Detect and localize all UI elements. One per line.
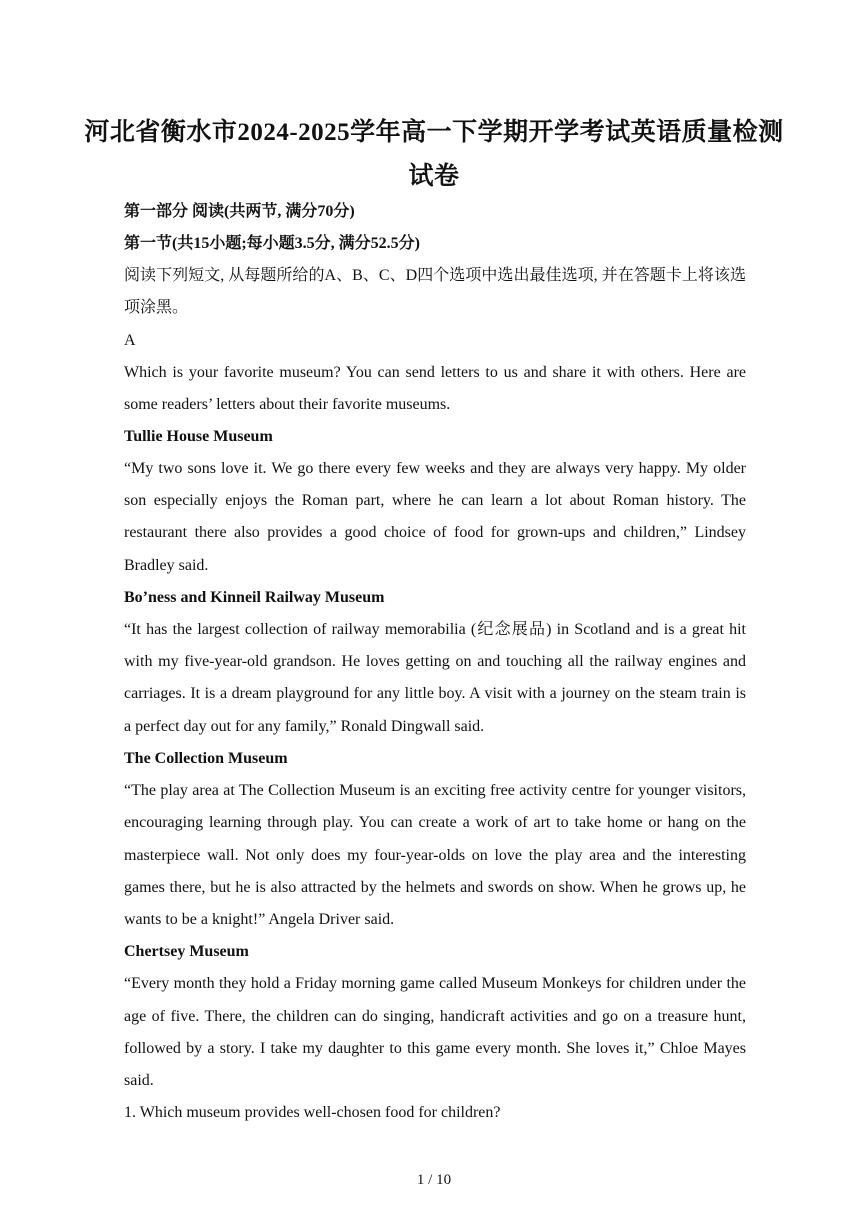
letter-line: age of five. There, the children can do singing, handicraft activities and go on a treasure hunt, [124, 1008, 746, 1025]
intro-line: Which is your favorite museum? You can send letters to us and share it with others. Here are [124, 364, 746, 381]
museum-heading: Bo’ness and Kinneil Railway Museum [124, 589, 385, 606]
letter-line: masterpiece wall. Not only does my four-year-olds on love the play area and the interesting [124, 847, 746, 864]
letter-line: carriages. It is a dream playground for any little boy. A visit with a journey on the steam train is [124, 685, 746, 702]
page-number: 1 / 10 [416, 1172, 452, 1188]
section-heading: 第一节(共15小题;每小题3.5分, 满分52.5分) [124, 235, 420, 252]
museum-heading: Tullie House Museum [124, 428, 273, 445]
letter-line: “My two sons love it. We go there every few weeks and they are always very happy. My older [124, 460, 746, 477]
museum-heading: Chertsey Museum [124, 943, 249, 960]
letter-line: “Every month they hold a Friday morning game called Museum Monkeys for children under the [124, 975, 746, 992]
letter-line: with my five-year-old grandson. He loves getting on and touching all the railway engines and [124, 653, 746, 670]
instructions-line: 项涂黑。 [124, 299, 189, 316]
letter-line: restaurant there also provides a good choice of food for grown-ups and children,” Lindsey [124, 524, 746, 541]
letter-line: Bradley said. [124, 557, 209, 574]
letter-line: son especially enjoys the Roman part, where he can learn a lot about Roman history. The [124, 492, 746, 509]
museum-heading: The Collection Museum [124, 750, 288, 767]
letter-line: followed by a story. I take my daughter to this game every month. She loves it,” Chloe Mayes [124, 1040, 746, 1057]
letter-line: encouraging learning through play. You can create a work of art to take home or hang on the [124, 814, 746, 831]
passage-label: A [124, 332, 136, 349]
intro-line: some readers’ letters about their favorite museums. [124, 396, 451, 413]
part-heading: 第一部分 阅读(共两节, 满分70分) [124, 203, 355, 220]
document-title-continued: 试卷 [408, 163, 460, 190]
letter-line: “The play area at The Collection Museum is an exciting free activity centre for younger visitors, [124, 782, 746, 799]
letter-line: wants to be a knight!” Angela Driver said. [124, 911, 395, 928]
letter-line: said. [124, 1072, 154, 1089]
document-title: 河北省衡水市2024-2025学年高一下学期开学考试英语质量检测 [84, 119, 784, 146]
letter-line: a perfect day out for any family,” Ronald Dingwall said. [124, 718, 485, 735]
question-1: 1. Which museum provides well-chosen food for children? [124, 1104, 501, 1121]
letter-line: “It has the largest collection of railway memorabilia (纪念展品) in Scotland and is a great hit [124, 621, 746, 638]
instructions-line: 阅读下列短文, 从每题所给的A、B、C、D四个选项中选出最佳选项, 并在答题卡上将该选 [124, 267, 746, 284]
letter-line: games there, but he is also attracted by the helmets and swords on show. When he grows up, he [124, 879, 746, 896]
